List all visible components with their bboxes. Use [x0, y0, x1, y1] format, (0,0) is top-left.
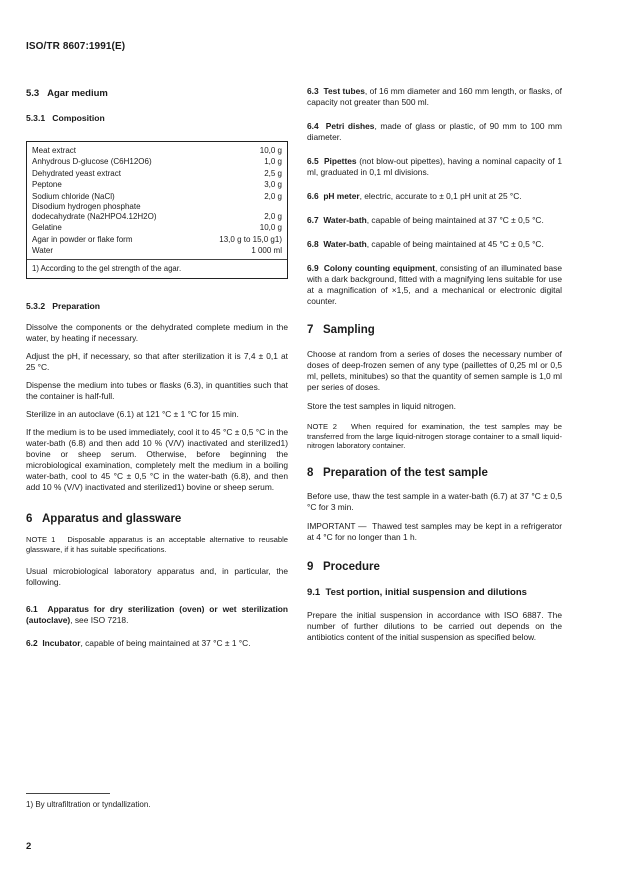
note-2: NOTE 2 When required for examination, the test samples may be transferred from the large liquid-nitrogen storage container to a small liquid-nitrogen laboratory container.: [307, 422, 562, 451]
table-row: Meat extract 10,0 g: [32, 146, 282, 155]
important-notice: IMPORTANT — Thawed test samples may be kept in a refrigerator at 4 °C for no longer than 1 h.: [307, 520, 563, 542]
sampling-paragraph: Store the test samples in liquid nitrogen.: [307, 401, 456, 411]
left-column: [26, 80, 288, 649]
page-footnote: 1) By ultrafiltration or tyndallization.: [26, 800, 151, 809]
table-row: Anhydrous D-glucose (C6H12O6) 1,0 g: [32, 157, 282, 167]
section-6-heading: 6 Apparatus and glassware: [26, 513, 182, 526]
table-row: Gelatine 10,0 g: [32, 223, 282, 233]
table-divider: [27, 259, 287, 260]
item-6-1: 6.1 Apparatus for dry sterilization (oven) or wet sterilization (autoclave), see ISO 7218.: [26, 603, 289, 625]
table-row: Dehydrated yeast extract 2,5 g: [32, 168, 282, 178]
item-6-8: 6.8 Water-bath, capable of being maintained at 45 °C ± 0,5 °C.: [307, 239, 544, 249]
page-number: 2: [26, 841, 32, 852]
running-header: ISO/TR 8607:1991(E): [26, 41, 126, 52]
item-6-9: 6.9 Colony counting equipment, consisting of an illuminated base with a dark background, fitted with a magnifying lens suitable for use at a magnification of ×1,5, and a mechanical or electronic digital counter.: [307, 263, 562, 306]
table-row: Peptone 3,0 g: [32, 180, 282, 190]
table-row: Disodium hydrogen phosphate dodecahydrate (Na2HPO4.12H2O) 2,0 g: [32, 202, 282, 221]
table-row: Agar in powder or flake form 13,0 g to 15,0 g1): [32, 234, 282, 244]
item-6-5: 6.5 Pipettes (not blow-out pipettes), having a nominal capacity of 1 ml, graduated in 0,1 ml divisions.: [307, 156, 562, 177]
section-9-1-paragraph: Prepare the initial suspension in accordance with ISO 6887. The number of further dilutions to be carried out depends on the antibiotics content of the initial suspension as specified below.: [307, 609, 562, 642]
section-9-heading: 9 Procedure: [307, 560, 380, 573]
footnote-divider: [26, 793, 110, 794]
sampling-paragraph: Choose at random from a series of doses the necessary number of doses of deep-frozen semen of any type (paillettes of 0,25 ml or 0,5 ml, pellets, minitubes) so that the quantity of semen sample is 1,0 ml per series of doses.: [307, 349, 562, 392]
section-6-intro: Usual microbiological laboratory apparatus and, in particular, the following.: [26, 565, 288, 587]
item-6-4: 6.4 Petri dishes, made of glass or plastic, of 90 mm to 100 mm diameter.: [307, 121, 562, 142]
note-1: NOTE 1 Disposable apparatus is an acceptable alternative to reusable glassware, if it has suitable specifications.: [26, 535, 288, 555]
prep-paragraph: Dispense the medium into tubes or flasks (6.3), in quantities such that the container is half-full.: [26, 380, 288, 402]
item-6-6: 6.6 pH meter, electric, accurate to ± 0,1 pH unit at 25 °C.: [307, 191, 522, 201]
item-6-7: 6.7 Water-bath, capable of being maintained at 37 °C ± 0,5 °C.: [307, 215, 544, 225]
table-footnote: 1) According to the gel strength of the agar.: [32, 264, 182, 274]
table-row: Water 1 000 ml: [32, 246, 282, 256]
section-8-paragraph: Before use, thaw the test sample in a water-bath (6.7) at 37 °C ± 0,5 °C for 3 min.: [307, 490, 562, 512]
section-7-heading: 7 Sampling: [307, 324, 375, 336]
composition-table: [26, 141, 288, 279]
right-column: [307, 80, 562, 643]
prep-paragraph: Adjust the pH, if necessary, so that after sterilization it is 7,4 ± 0,1 at 25 °C.: [26, 351, 288, 373]
table-row: Sodium chloride (NaCl) 2,0 g: [32, 191, 282, 201]
prep-paragraph: If the medium is to be used immediately, cool it to 45 °C ± 0,5 °C in the water-bath (6.8) and then add 10 % (V/V) inactivated and sterilized1) bovine or sheep serum. Otherwise, before beginning the microbiological examination, completely melt the medium in a boiling water-bath, cool to 45 °C ± 0,5 °C in the water-bath (6.8), and then add 10 % (V/V) inactivated and sterilized1) bovine or sheep serum.: [26, 427, 288, 493]
item-6-3: 6.3 Test tubes, of 16 mm diameter and 160 mm length, or flasks, of capacity not greater than 500 ml.: [307, 86, 562, 107]
section-5-3-heading: 5.3 Agar medium: [26, 88, 108, 99]
section-8-heading: 8 Preparation of the test sample: [307, 466, 488, 479]
item-6-2: 6.2 Incubator, capable of being maintained at 37 °C ± 1 °C.: [26, 637, 251, 648]
section-5-3-1-heading: 5.3.1 Composition: [26, 113, 105, 123]
section-5-3-2-heading: 5.3.2 Preparation: [26, 301, 101, 312]
section-9-1-heading: 9.1 Test portion, initial suspension and dilutions: [307, 586, 527, 598]
prep-paragraph: Sterilize in an autoclave (6.1) at 121 °C ± 1 °C for 15 min.: [26, 409, 239, 420]
prep-paragraph: Dissolve the components or the dehydrated complete medium in the water, by heating if necessary.: [26, 322, 288, 344]
